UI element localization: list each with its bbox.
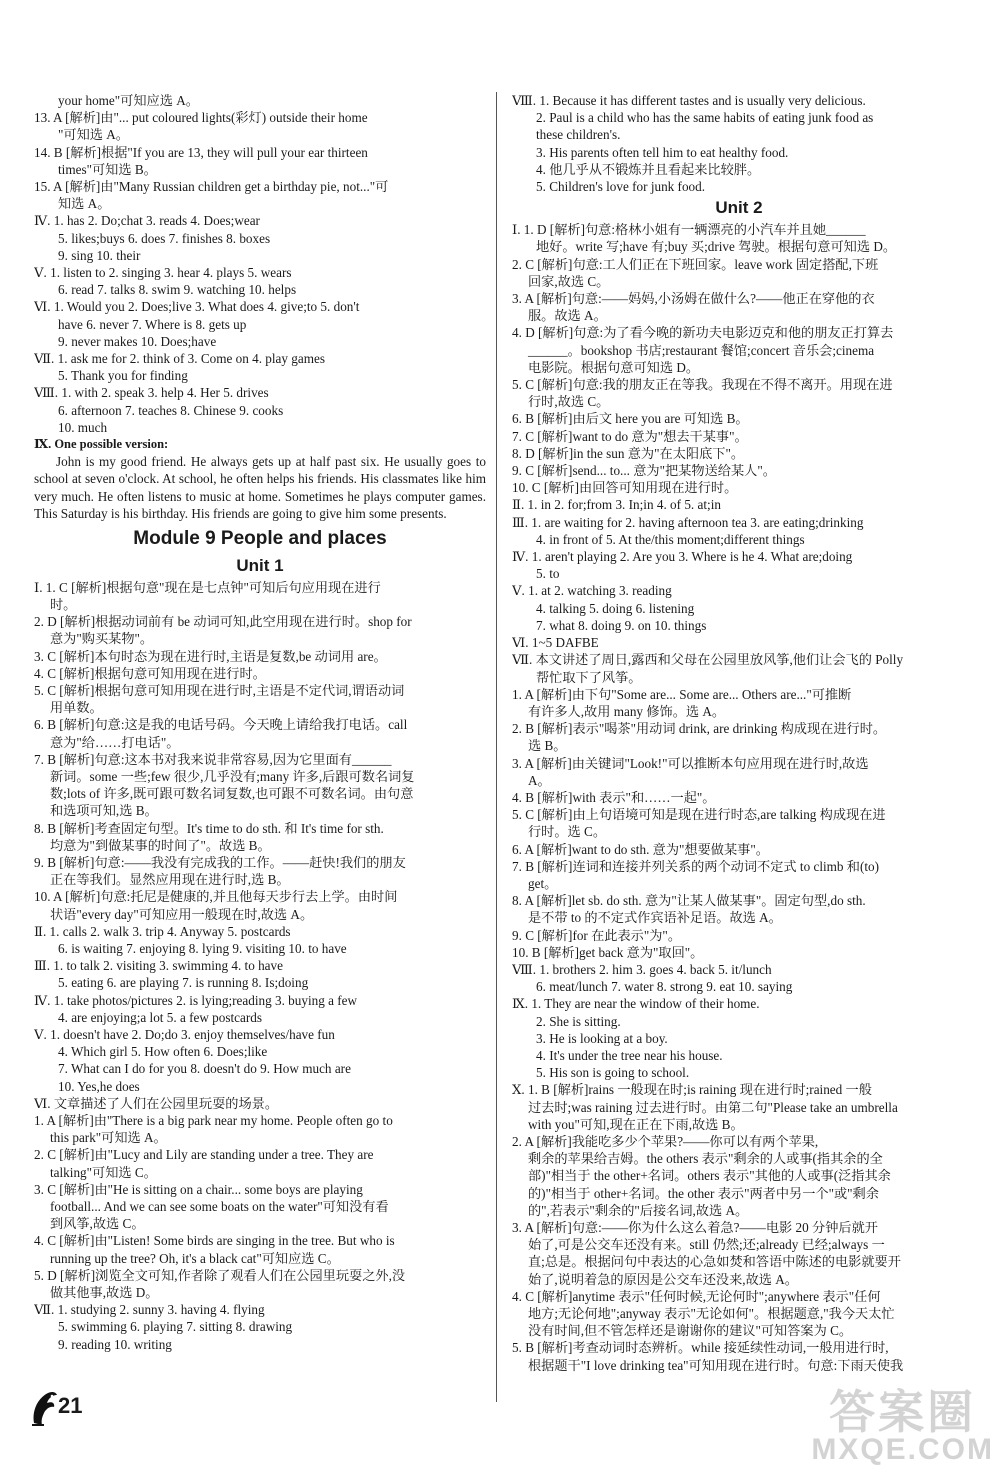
watermark	[811, 1386, 994, 1466]
right-column	[512, 92, 966, 1374]
answer-line: 4. It's under the tree near his house.	[536, 1047, 723, 1063]
answer-line: 电影院。根据句意可知选 D。	[528, 359, 700, 375]
answer-line: 4. C [解析]由"Listen! Some birds are singing in the tree. But who is	[34, 1233, 395, 1249]
answer-line: 2. C [解析]句意:工人们正在下班回家。leave work 固定搭配,下班	[512, 256, 879, 272]
left-column	[34, 92, 486, 1353]
answer-line: 1. A [解析]由下句"Some are... Some are... Others are..."可推断	[512, 686, 852, 702]
unit-title: Unit 2	[715, 198, 763, 218]
answer-line: 4. C [解析]根据句意可知用现在进行时。	[34, 665, 266, 681]
watermark-en: MXQE.COM	[811, 1433, 994, 1466]
answer-line: 7. B [解析]句意:这本书对我来说非常容易,因为它里面有______	[34, 751, 392, 767]
answer-line: 4. B [解析]with 表示"和……一起"。	[512, 789, 716, 805]
answer-line: Ⅱ. 1. in 2. for;from 3. In;in 4. of 5. at;in	[512, 497, 721, 513]
answer-line: A。	[528, 772, 551, 788]
answer-line: ______。bookshop 书店;restaurant 餐馆;concert 音乐会;cinema	[528, 342, 875, 358]
answer-line: 服。故选 A。	[528, 308, 607, 324]
module-title: Module 9 People and places	[133, 527, 387, 549]
answer-line: 6. meat/lunch 7. water 8. strong 9. eat 10. saying	[536, 979, 793, 995]
section-label: Ⅸ. One possible version:	[34, 437, 169, 452]
answer-line: 帮忙取下了风筝。	[536, 669, 642, 685]
answer-line: 2. B [解析]表示"喝茶"用动词 drink, are drinking 构成现在进行时。	[512, 721, 887, 737]
answer-line: Ⅴ. 1. at 2. watching 3. reading	[512, 583, 672, 599]
answer-line: talking"可知选 C。	[50, 1164, 157, 1180]
answer-line: 10. C [解析]由回答可知用现在进行时。	[512, 480, 738, 496]
answer-line: 6. B [解析]句意:这是我的电话号码。今天晚上请给我打电话。call	[34, 717, 408, 733]
answer-line: 9. C [解析]for 在此表示"为"。	[512, 927, 682, 943]
unit-title: Unit 1	[236, 555, 284, 575]
answer-line: 1. A [解析]由"There is a big park near my home. People often go to	[34, 1112, 393, 1128]
watermark-cn: 答案圈	[829, 1386, 977, 1438]
answer-line: 4. are enjoying;a lot 5. a few postcards	[58, 1009, 262, 1025]
answer-line: 7. C [解析]want to do 意为"想去干某事"。	[512, 428, 748, 444]
answer-line: 新词。some 一些;few 很少,几乎没有;many 许多,后跟可数名词复	[50, 768, 415, 784]
answer-line: 5. B [解析]考查动词时态辨析。while 接延续性动词,一般用进行时,	[512, 1340, 889, 1356]
answer-line: 数;lots of 许多,既可跟可数名词复数,也可跟不可数名词。由句意	[50, 786, 414, 802]
answer-line: 4. Which girl 5. How often 6. Does;like	[58, 1044, 268, 1060]
answer-line: 始了,说明着急的原因是公交车还没来,故选 A。	[528, 1271, 798, 1287]
sample-paragraph: John is my good friend. He always gets up at half past six. He usually goes to school at seven o'clock. At school, he often helps his friends. His classmates like him very much. He often listens to music at home. Sometimes he plays computer games. This Saturday is his birthday. His friends are going to give him some presents.	[34, 454, 486, 522]
answer-line: 和选项可知,选 B。	[50, 803, 158, 819]
answer-line: 9. never makes 10. Does;have	[58, 333, 217, 349]
answer-line: 3. C [解析]本句时态为现在进行时,主语是复数,be 动词用 are。	[34, 648, 387, 664]
answer-line: Ⅰ. 1. C [解析]根据句意"现在是七点钟"可知后句应用现在进行	[34, 579, 381, 595]
answer-line: get。	[528, 875, 558, 891]
answer-line: 3. C [解析]由"He is sitting on a chair... some boys are playing	[34, 1181, 363, 1197]
answer-line: 13. A [解析]由"... put coloured lights(彩灯) outside their home	[34, 110, 368, 126]
answer-line: 的)"相当于 other+名词。the other 表示"两者中另一个"或"剩余	[528, 1185, 879, 1201]
answer-line: Ⅸ. 1. They are near the window of their home.	[512, 996, 760, 1012]
answer-line: with you"可知,现在正在下雨,故选 B。	[528, 1116, 744, 1132]
page-footer	[30, 1387, 82, 1427]
answer-line: 7. What can I do for you 8. doesn't do 9. How much are	[58, 1061, 351, 1077]
answer-line: 5. Thank you for finding	[58, 368, 188, 384]
answer-line: 3. His parents often tell him to eat healthy food.	[536, 144, 789, 160]
answer-line: this park"可知选 A。	[50, 1130, 167, 1146]
answer-line: 8. B [解析]考查固定句型。It's time to do sth. 和 It's time for sth.	[34, 820, 384, 836]
answer-line: Ⅶ. 1. studying 2. sunny 3. having 4. flying	[34, 1302, 265, 1318]
answer-line: 正在等我们。显然应用现在进行时,选 B。	[50, 872, 290, 888]
answer-line: 9. sing 10. their	[58, 247, 141, 263]
answer-line: 2. Paul is a child who has the same habits of eating junk food as	[536, 110, 874, 126]
answer-line: 过去时;was raining 过去进行时。由第二句"Please take an umbrella	[528, 1099, 898, 1115]
answer-line: running up the tree? Oh, it's a black cat"可知应选 C。	[50, 1250, 340, 1266]
answer-line: 状语"every day"可知应用一般现在时,故选 A。	[50, 906, 314, 922]
answer-line: 2. C [解析]由"Lucy and Lily are standing under a tree. They are	[34, 1147, 374, 1163]
answer-line: Ⅷ. 1. brothers 2. him 3. goes 4. back 5. it/lunch	[512, 961, 772, 977]
answer-line: Ⅳ. 1. aren't playing 2. Are you 3. Where is he 4. What are;doing	[512, 549, 853, 565]
answer-line: 10. Yes,he does	[58, 1078, 140, 1094]
answer-line: 5. C [解析]根据句意可知用现在进行时,主语是不定代词,谓语动词	[34, 682, 405, 698]
answer-line: Ⅵ. 1~5 DAFBE	[512, 635, 599, 651]
answer-line: 地方;无论何地";anyway 表示"无论如何"。根据题意,"我今天太忙	[528, 1306, 895, 1322]
answer-line: 10. much	[58, 419, 108, 435]
answer-line: Ⅳ. 1. take photos/pictures 2. is lying;reading 3. buying a few	[34, 992, 358, 1008]
answer-line: 知选 A。	[58, 196, 111, 212]
answer-line: 直;总是。根据问句中表达的心急如焚和答语中陈述的电影就要开	[528, 1254, 901, 1270]
answer-line: 3. A [解析]由关键词"Look!"可以推断本句应用现在进行时,故选	[512, 755, 869, 771]
answer-line: 做其他事,故选 D。	[50, 1285, 159, 1301]
answer-line: 2. She is sitting.	[536, 1013, 621, 1029]
answer-line: times"可知选 B。	[58, 161, 157, 177]
answer-line: 7. B [解析]连词和连接并列关系的两个动词不定式 to climb 和(to)	[512, 858, 880, 874]
answer-line: have 6. never 7. Where is 8. gets up	[58, 316, 247, 332]
answer-line: 6. B [解析]由后文 here you are 可知选 B。	[512, 411, 749, 427]
answer-line: Ⅴ. 1. listen to 2. singing 3. hear 4. plays 5. wears	[34, 265, 292, 281]
answer-line: 6. read 7. talks 8. swim 9. watching 10. helps	[58, 282, 297, 298]
answer-line: Ⅹ. 1. B [解析]rains 一般现在时;is raining 现在进行时;rained 一般	[512, 1082, 872, 1098]
page-number: 21	[58, 1393, 83, 1418]
answer-line: 4. 他几乎从不锻炼并且看起来比较胖。	[536, 161, 761, 177]
answer-line: 8. D [解析]in the sun 意为"在太阳底下"。	[512, 445, 745, 461]
answer-line: Ⅲ. 1. are waiting for 2. having afternoon tea 3. are eating;drinking	[512, 514, 864, 530]
answer-line: 6. afternoon 7. teaches 8. Chinese 9. cooks	[58, 402, 284, 418]
answer-line: 5. to	[536, 566, 560, 582]
answer-line: 行时。选 C。	[528, 824, 607, 840]
answer-line: 4. talking 5. doing 6. listening	[536, 600, 695, 616]
answer-line: 3. A [解析]句意:——你为什么这么着急?——电影 20 分钟后就开	[512, 1220, 878, 1235]
answer-line: 的",若表示"剩余的"后接名词,故选 A。	[528, 1202, 749, 1218]
answer-line: Ⅰ. 1. D [解析]句意:格林小姐有一辆漂亮的小汽车并且她______	[512, 222, 866, 238]
answer-line: 用单数。	[50, 700, 103, 716]
answer-line: 10. A [解析]句意:托尼是健康的,并且他每天步行去上学。由时间	[34, 889, 398, 905]
answer-line: Ⅶ. 1. ask me for 2. think of 3. Come on 4. play games	[34, 351, 325, 367]
answer-line: Ⅳ. 1. has 2. Do;chat 3. reads 4. Does;wear	[34, 213, 260, 229]
answer-line: 没有时间,但不管怎样还是谢谢你的建议"可知答案为 C。	[528, 1323, 853, 1339]
answer-line: 9. reading 10. writing	[58, 1336, 172, 1352]
answer-line: 8. A [解析]let sb. do sth. 意为"让某人做某事"。固定句型,do sth.	[512, 893, 866, 909]
answer-line: 5. eating 6. are playing 7. is running 8. Is;doing	[58, 975, 309, 991]
answer-line: 5. Children's love for junk food.	[536, 179, 706, 195]
answer-line: 3. He is looking at a boy.	[536, 1030, 668, 1046]
dolphin-logo-icon	[30, 1387, 60, 1427]
answer-line: 6. A [解析]want to do sth. 意为"想要做某事"。	[512, 841, 769, 857]
answer-line: 回家,故选 C。	[528, 273, 610, 289]
answer-line: your home"可知应选 A。	[58, 93, 199, 108]
answer-line: 9. C [解析]send... to... 意为"把某物送给某人"。	[512, 463, 776, 479]
answer-line: 部)"相当于 the other+名词。others 表示"其他的人或事(泛指其余	[528, 1168, 891, 1184]
answer-line: football... And we can see some boats on the water"可知没有看	[50, 1199, 389, 1214]
answer-line: 4. C [解析]anytime 表示"任何时候,无论何时";anywhere 表示"任何	[512, 1288, 881, 1304]
answer-line: 15. A [解析]由"Many Russian children get a birthday pie, not..."可	[34, 179, 389, 195]
answer-line: 10. B [解析]get back 意为"取回"。	[512, 944, 704, 960]
answer-line: 4. D [解析]句意:为了看今晚的新功夫电影迈克和他的朋友正打算去	[512, 325, 894, 341]
answer-line: 7. what 8. doing 9. on 10. things	[536, 617, 707, 633]
answer-line: Ⅵ. 1. Would you 2. Does;live 3. What does 4. give;to 5. don't	[34, 299, 360, 315]
answer-line: 意为"给……打电话"。	[50, 734, 180, 750]
answer-line: 4. in front of 5. At the/this moment;different things	[536, 531, 805, 547]
answer-line: 到风筝,故选 C。	[50, 1216, 145, 1232]
answer-line: 3. A [解析]句意:——妈妈,小汤姆在做什么?——他正在穿他的衣	[512, 291, 875, 307]
answer-line: 有许多人,故用 many 修饰。选 A。	[528, 703, 726, 719]
answer-line: 5. likes;buys 6. does 7. finishes 8. boxes	[58, 230, 271, 246]
answer-line: Ⅵ. 文章描述了人们在公园里玩耍的场景。	[34, 1095, 279, 1111]
answer-line: Ⅷ. 1. Because it has different tastes and is usually very delicious.	[512, 93, 866, 108]
answer-line: Ⅶ. 本文讲述了周日,露西和父母在公园里放风筝,他们让会飞的 Polly	[512, 652, 904, 668]
answer-line: Ⅷ. 1. with 2. speak 3. help 4. Her 5. drives	[34, 385, 269, 401]
answer-line: 2. A [解析]我能吃多少个苹果?——你可以有两个苹果,	[512, 1133, 819, 1149]
answer-line: 行时,故选 C。	[528, 394, 610, 410]
answer-line: 根据题干"I love drinking tea"可知用现在进行时。句意:下雨天使我	[528, 1357, 904, 1373]
answer-line: 5. C [解析]由上句语境可知是现在进行时态,are talking 构成现在进	[512, 807, 886, 823]
answer-line: 意为"购买某物"。	[50, 631, 154, 647]
answer-line: Ⅱ. 1. calls 2. walk 3. trip 4. Anyway 5. postcards	[34, 923, 291, 939]
answer-line: 9. B [解析]句意:——我没有完成我的工作。——赶快!我们的朋友	[34, 854, 406, 870]
answer-line: 选 B。	[528, 738, 567, 754]
answer-line: 始了,可是公交车还没有来。still 仍然;还;already 已经;always 一	[528, 1237, 885, 1253]
answer-line: 是不带 to 的不定式作宾语补足语。故选 A。	[528, 910, 782, 926]
answer-line: 14. B [解析]根据"If you are 13, they will pull your ear thirteen	[34, 144, 368, 160]
answer-line: 5. D [解析]浏览全文可知,作者除了观看人们在公园里玩耍之外,没	[34, 1267, 406, 1283]
answer-line: 剩余的苹果给吉姆。the others 表示"剩余的人或事(指其余的全	[528, 1151, 883, 1167]
answer-line: 5. C [解析]句意:我的朋友正在等我。我现在不得不离开。用现在进	[512, 377, 893, 393]
answer-line: 6. is waiting 7. enjoying 8. lying 9. visiting 10. to have	[58, 940, 347, 956]
answer-line: Ⅲ. 1. to talk 2. visiting 3. swimming 4. to have	[34, 958, 283, 974]
answer-line: 5. His son is going to school.	[536, 1065, 690, 1081]
answer-line: Ⅴ. 1. doesn't have 2. Do;do 3. enjoy themselves/have fun	[34, 1026, 335, 1042]
column-divider	[496, 92, 497, 1402]
answer-line: "可知选 A。	[58, 127, 129, 143]
answer-line: 时。	[50, 596, 77, 612]
answer-line: 均意为"到做某事的时间了"。故选 B。	[50, 837, 271, 853]
answer-line: 地好。write 写;have 有;buy 买;drive 驾驶。根据句意可知选 D。	[536, 239, 897, 255]
answer-line: 5. swimming 6. playing 7. sitting 8. drawing	[58, 1319, 293, 1335]
answer-line: 2. D [解析]根据动词前有 be 动词可知,此空用现在进行时。shop for	[34, 614, 412, 630]
answer-line: these children's.	[536, 127, 621, 143]
